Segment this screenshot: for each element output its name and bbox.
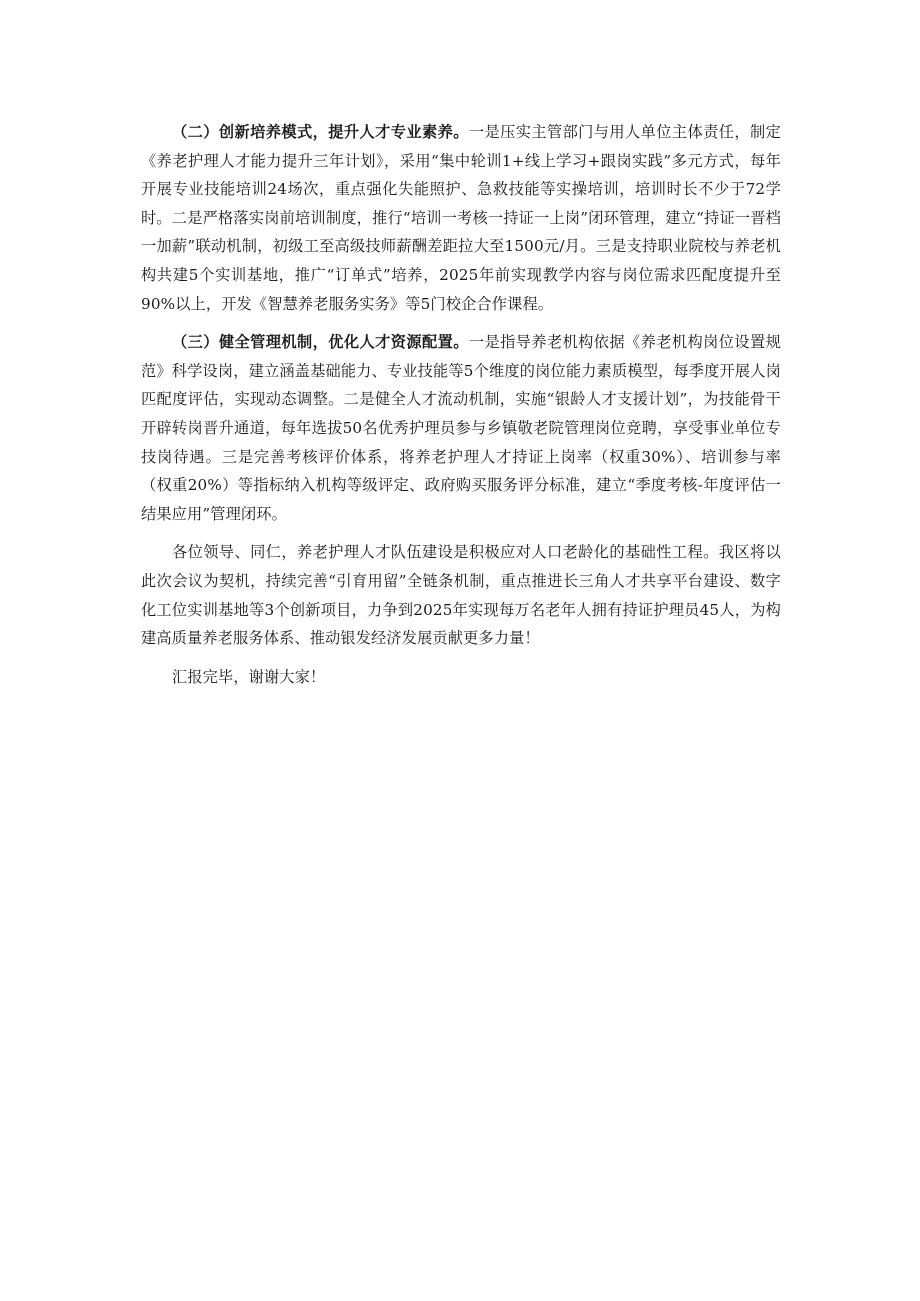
paragraph-text: 各位领导、同仁，养老护理人才队伍建设是积极应对人口老龄化的基础性工程。我区将以此次会议为契机，持续完善“引育用留”全链条机制，重点推进长三角人才共享平台建设、数字化工位实训基地等3个创新项目，力争到2025年实现每万名老年人拥有持证护理员45人，为构建高质量养老服务体系、推动银发经济发展贡献更多力量！: [141, 543, 781, 648]
paragraph-text: 一是指导养老机构依据《养老机构岗位设置规范》科学设岗，建立涵盖基础能力、专业技能等5个维度的岗位能力素质模型，每季度开展人岗匹配度评估，实现动态调整。二是健全人才流动机制，实施“银龄人才支援计划”，为技能骨干开辟转岗晋升通道，每年选拔50名优秀护理员参与乡镇敬老院管理岗位竞聘，享受事业单位专技岗待遇。三是完善考核评价体系，将养老护理人才持证上岗率（权重30%）、培训参与率（权重20%）等指标纳入机构等级评定、政府购买服务评分标准，建立“季度考核-年度评估一结果应用”管理闭环。: [141, 333, 781, 523]
section-heading-two: （二）创新培养模式，提升人才专业素养。: [172, 123, 469, 141]
paragraph-text: 一是压实主管部门与用人单位主体责任，制定《养老护理人才能力提升三年计划》，采用“集中轮训1+线上学习+跟岗实践”多元方式，每年开展专业技能培训24场次，重点强化失能照护、急救技能等实操培训，培训时长不少于72学时。二是严格落实岗前培训制度，推行“培训一考核一持证一上岗”闭环管理，建立“持证一晋档一加薪”联动机制，初级工至高级技师薪酬差距拉大至1500元/月。三是支持职业院校与养老机构共建5个实训基地，推广“订单式”培养，2025年前实现教学内容与岗位需求匹配度提升至90%以上，开发《智慧养老服务实务》等5门校企合作课程。: [141, 123, 781, 313]
paragraph-training-model: [141, 118, 781, 318]
document-body: [141, 118, 781, 691]
paragraph-closing-remarks: [141, 538, 781, 652]
paragraph-management-mechanism: [141, 328, 781, 528]
paragraph-text: 汇报完毕，谢谢大家！: [172, 667, 326, 686]
section-heading-three: （三）健全管理机制，优化人才资源配置。: [172, 333, 469, 352]
paragraph-sign-off: [141, 663, 781, 692]
